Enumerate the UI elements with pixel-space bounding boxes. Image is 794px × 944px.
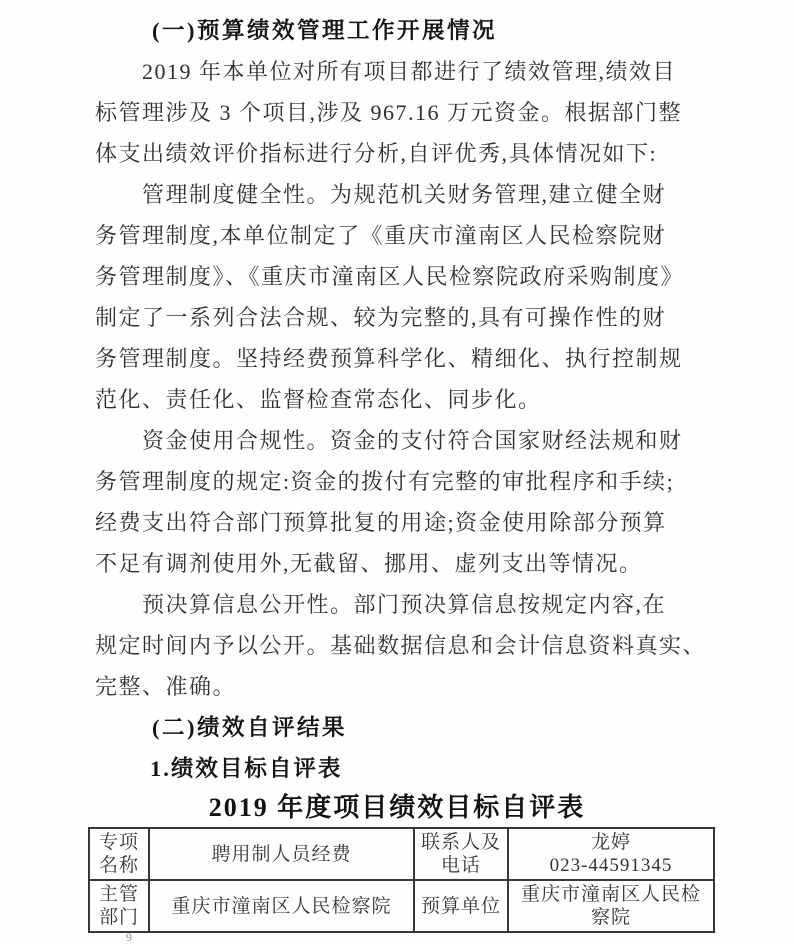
paragraph-2-line-3: 务管理制度》、《重庆市潼南区人民检察院政府采购制度》 — [95, 264, 685, 289]
paragraph-4-line-3: 完整、准确。 — [95, 674, 237, 699]
footnote-mark: 9 — [126, 930, 132, 944]
cell-budget-unit-label — [414, 880, 508, 932]
cell-line: 主管 — [98, 884, 139, 905]
cell-line: 聘用制人员经费 — [211, 843, 352, 865]
paragraph-2-line-6: 范化、责任化、监督检查常态化、同步化。 — [95, 387, 542, 412]
paragraph-1-line-1: 2019 年本单位对所有项目都进行了绩效管理,绩效目 — [142, 59, 677, 84]
cell-contact-value — [508, 828, 714, 880]
cell-line: 023-44591345 — [549, 855, 673, 876]
cell-line: 联系人及 — [420, 832, 501, 853]
section-heading-1: (一)预算绩效管理工作开展情况 — [152, 18, 497, 43]
cell-line: 重庆市潼南区人民检察院 — [520, 884, 701, 928]
cell-line: 专项 — [98, 832, 139, 853]
paragraph-3-line-1: 资金使用合规性。资金的支付符合国家财经法规和财 — [142, 428, 683, 453]
paragraph-2-line-4: 制定了一系列合法合规、较为完整的,具有可操作性的财 — [95, 305, 667, 330]
self-eval-table — [88, 827, 715, 933]
sub-heading-self-eval-table: 1.绩效目标自评表 — [150, 756, 343, 781]
section-heading-2: (二)绩效自评结果 — [152, 715, 347, 740]
paragraph-1-line-3: 体支出绩效评价指标进行分析,自评优秀,具体情况如下: — [95, 141, 658, 166]
table-row-project — [89, 828, 714, 880]
paragraph-3-line-4: 不足有调剂使用外,无截留、挪用、虚列支出等情况。 — [95, 551, 643, 576]
paragraph-3-line-2: 务管理制度的规定:资金的拨付有完整的审批程序和手续; — [95, 469, 675, 494]
cell-line: 龙婷 — [590, 832, 631, 853]
cell-line: 电话 — [440, 855, 481, 876]
table-title: 2019 年度项目绩效目标自评表 — [208, 793, 586, 822]
table-row-department — [89, 880, 714, 932]
cell-project-name-value — [149, 828, 414, 880]
paragraph-2-line-5: 务管理制度。坚持经费预算科学化、精细化、执行控制规 — [95, 346, 683, 371]
cell-project-name-label — [89, 828, 149, 880]
paragraph-4-line-2: 规定时间内予以公开。基础数据信息和会计信息资料真实、 — [95, 633, 707, 658]
cell-contact-label — [414, 828, 508, 880]
cell-line: 重庆市潼南区人民检察院 — [171, 895, 392, 917]
paragraph-3-line-3: 经费支出符合部门预算批复的用途;资金使用除部分预算 — [95, 510, 667, 535]
paragraph-2-line-1: 管理制度健全性。为规范机关财务管理,建立健全财 — [142, 182, 667, 207]
paragraph-4-line-1: 预决算信息公开性。部门预决算信息按规定内容,在 — [142, 592, 667, 617]
cell-line: 部门 — [98, 907, 139, 928]
cell-line: 预算单位 — [420, 895, 501, 917]
cell-line: 名称 — [98, 855, 139, 876]
cell-supervisor-dept-label — [89, 880, 149, 932]
cell-supervisor-dept-value — [149, 880, 414, 932]
cell-budget-unit-value — [508, 880, 714, 932]
paragraph-2-line-2: 务管理制度,本单位制定了《重庆市潼南区人民检察院财 — [95, 223, 667, 248]
paragraph-1-line-2: 标管理涉及 3 个项目,涉及 967.16 万元资金。根据部门整 — [95, 100, 683, 125]
